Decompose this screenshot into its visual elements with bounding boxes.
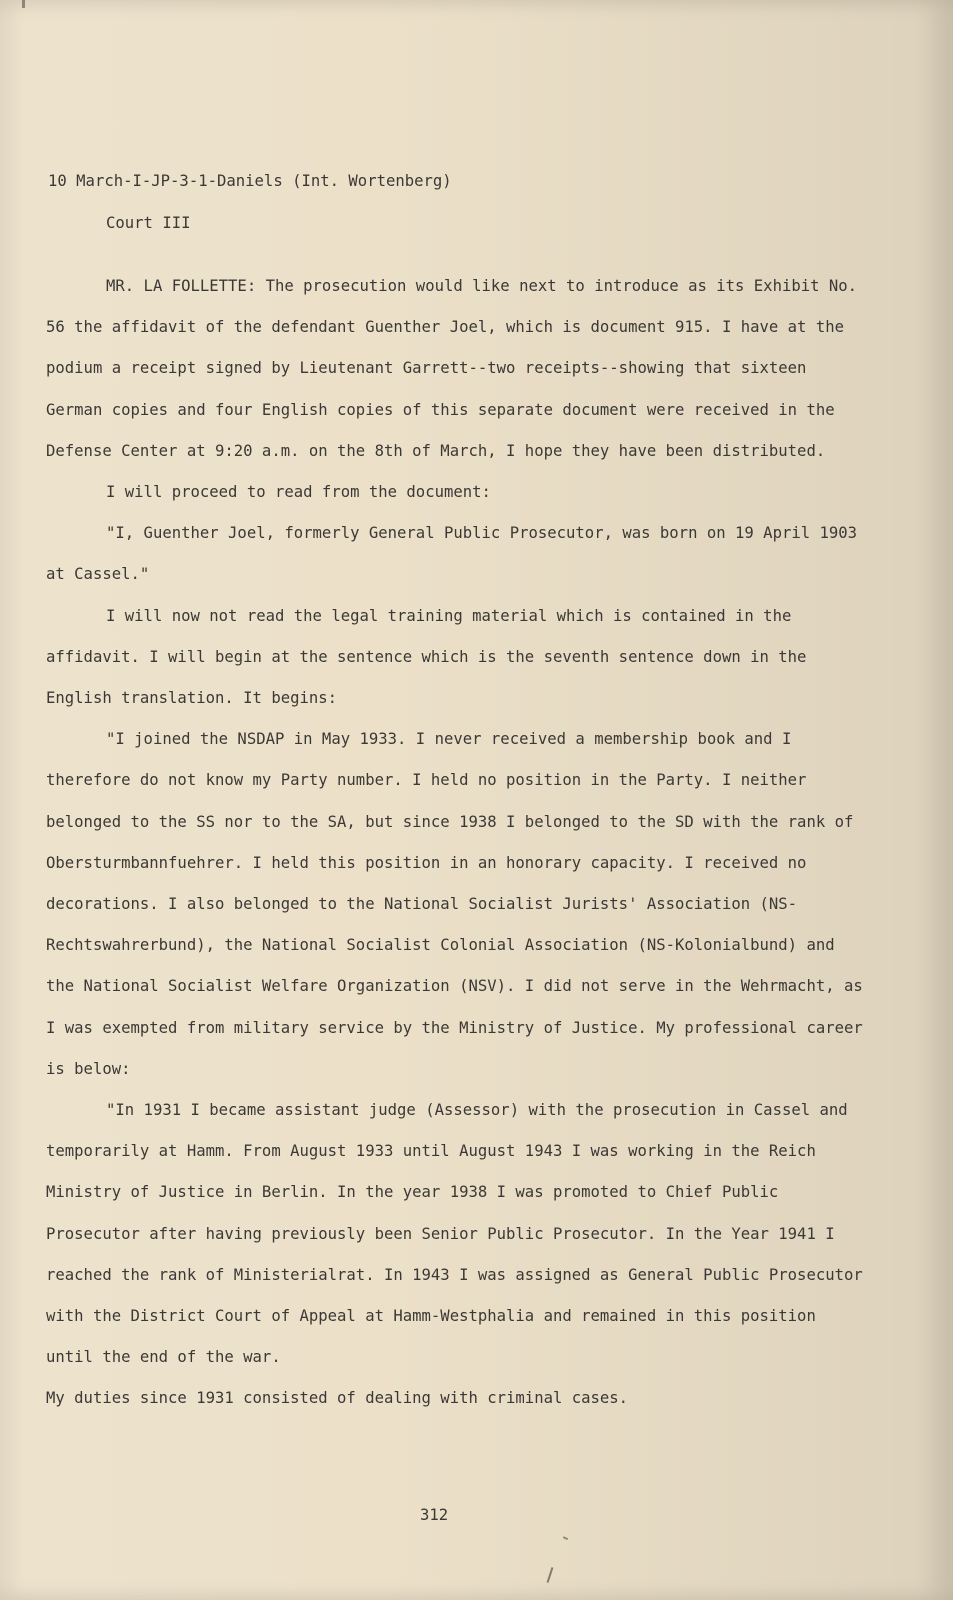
document-header: 10 March-I-JP-3-1-Daniels (Int. Wortenberg) xyxy=(48,172,452,190)
court-label: Court III xyxy=(106,214,191,232)
pen-mark-small xyxy=(561,1536,568,1544)
paragraph-skip-note: I will now not read the legal training material which is contained in the affidavit. I will begin at the sentence which is the seventh sentence down in the English translation. It begins: xyxy=(46,606,807,708)
paragraph-exhibit-introduction: MR. LA FOLLETTE: The prosecution would like next to introduce as its Exhibit No. 56 the affidavit of the defendant Guenther Joel, which is document 915. I have at the podium a receipt signed by Lieutenant Garrett--two receipts--showing that sixteen German copies and four English copies of this separate document were received in the Defense Center at 9:20 a.m. on the 8th of March, I hope they have been distributed. xyxy=(46,277,858,460)
pen-mark-stroke xyxy=(547,1567,554,1583)
page-number: 312 xyxy=(420,1506,449,1524)
paragraph-party-membership: "I joined the NSDAP in May 1933. I never received a membership book and I therefore do not know my Party number. I held no position in the Party. I neither belonged to the SS nor to the SA, but since 1938 I belonged to the SD with the rank of Obersturmbannfuehrer. I held this position in an honorary capacity. I received no decorations. I also belonged to the National Socialist Jurists' Association (NS-Rechtswahrerbund), the National Socialist Colonial Association (NS-Kolonialbund) and the National Socialist Welfare Organization (NSV). I did not serve in the Wehrmacht, as I was exempted from military service by the Ministry of Justice. My professional career is below: xyxy=(46,730,863,1078)
paragraph-read-intro: I will proceed to read from the document: xyxy=(106,483,491,502)
paragraph-career: "In 1931 I became assistant judge (Assessor) with the prosecution in Cassel and temporarily at Hamm. From August 1933 until August 1943 I was working in the Reich Ministry of Justice in Berlin. In the year 1938 I was promoted to Chief Public Prosecutor after having previously been Senior Public Prosecutor. In the Year 1941 I reached the rank of Ministerialrat. In 1943 I was assigned as General Public Prosecutor with the District Court of Appeal at Hamm-Westphalia and remained in this position until the end of the war. xyxy=(46,1101,863,1367)
paragraph-duties: My duties since 1931 consisted of dealing with criminal cases. xyxy=(46,1389,629,1408)
paper-edge-mark xyxy=(22,0,25,8)
paragraph-affidavit-opening: "I, Guenther Joel, formerly General Public Prosecutor, was born on 19 April 1903 at Cassel." xyxy=(46,524,858,584)
document-body xyxy=(46,266,866,1420)
